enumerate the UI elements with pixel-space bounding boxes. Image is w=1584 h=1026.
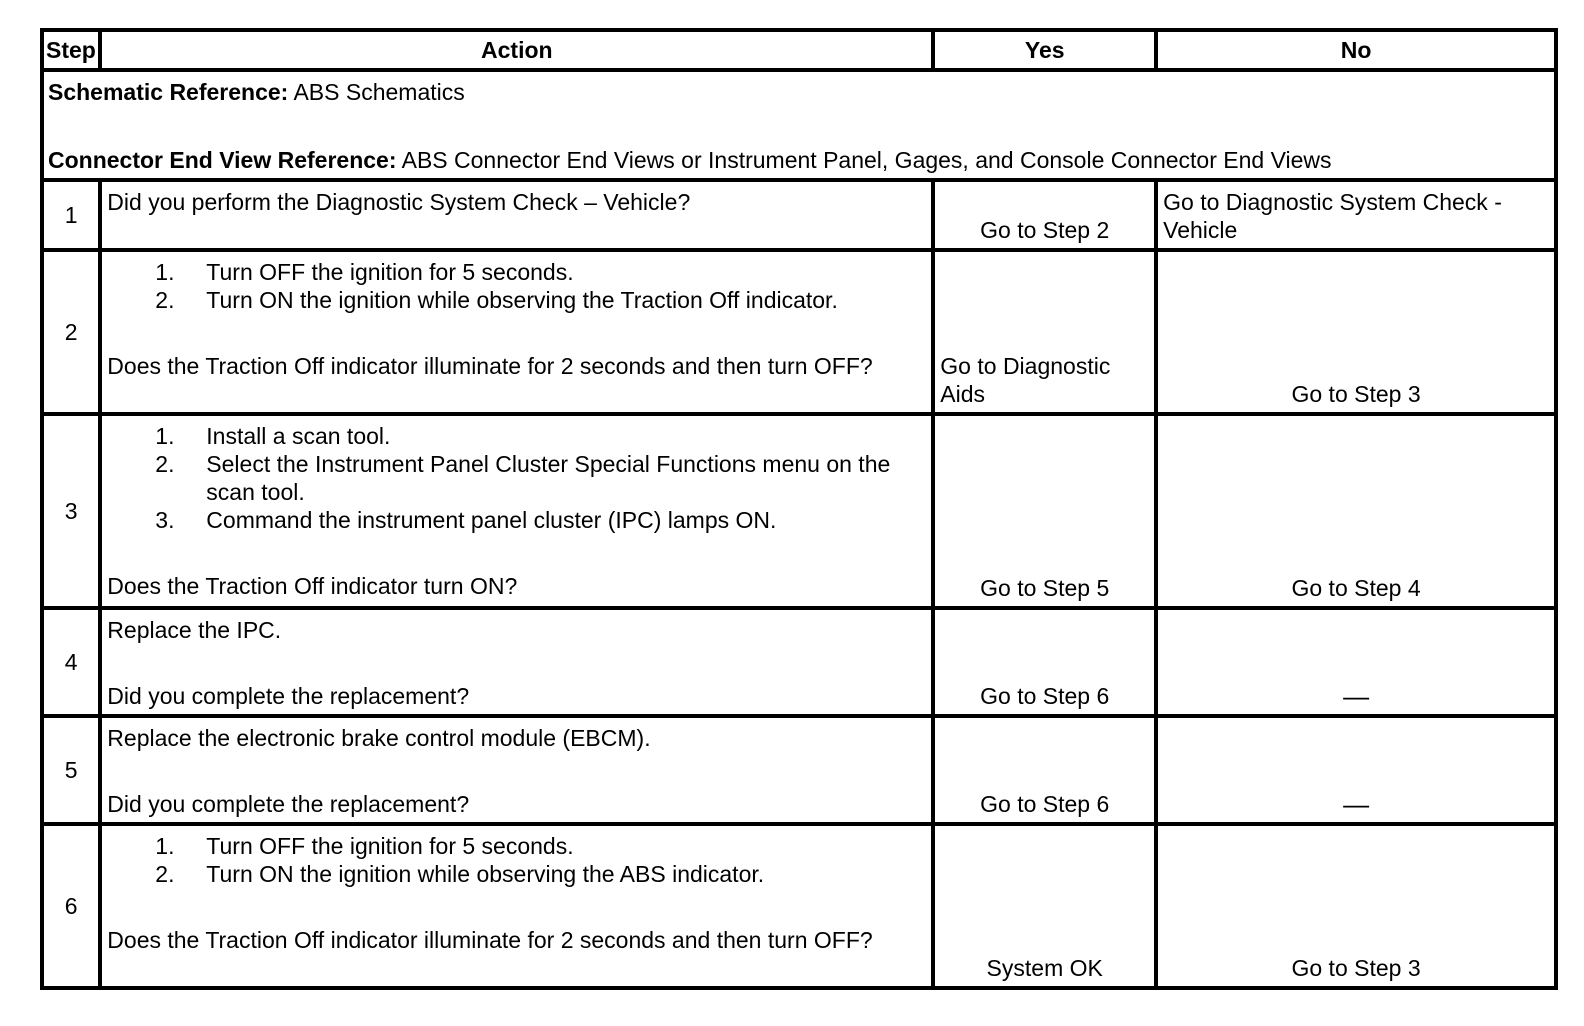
- table-row: [42, 250, 1556, 414]
- list-item-number: 2.: [155, 451, 175, 477]
- list-item-number: 3.: [155, 507, 175, 533]
- action-steps: [107, 422, 926, 534]
- list-item-number: 2.: [155, 861, 175, 887]
- action-steps: [107, 258, 926, 314]
- action-cell: [100, 608, 933, 716]
- connector-reference-value: ABS Connector End Views or Instrument Panel, Gages, and Console Connector End Views: [396, 147, 1332, 173]
- step-number: 2: [42, 250, 100, 414]
- header-action: Action: [100, 30, 933, 70]
- action-lead: Did you perform the Diagnostic System Check – Vehicle?: [107, 189, 691, 215]
- table-row: [42, 608, 1556, 716]
- table-row: [42, 824, 1556, 988]
- header-step: Step: [42, 30, 100, 70]
- action-lead: Replace the IPC.: [107, 617, 282, 643]
- step-number: 6: [42, 824, 100, 988]
- connector-reference: [48, 146, 1550, 174]
- action-cell: [100, 824, 933, 988]
- list-item-text: Turn OFF the ignition for 5 seconds.: [206, 259, 574, 285]
- schematic-reference-label: Schematic Reference:: [48, 79, 289, 105]
- action-question: Does the Traction Off indicator turn ON?: [107, 573, 518, 599]
- list-item-number: 1.: [155, 259, 175, 285]
- yes-result: Go to Step 5: [933, 414, 1156, 608]
- action-question: Does the Traction Off indicator illuminate for 2 seconds and then turn OFF?: [107, 353, 873, 379]
- list-item-text: Turn OFF the ignition for 5 seconds.: [206, 833, 574, 859]
- schematic-reference-value: ABS Schematics: [288, 79, 465, 105]
- table-row: [42, 716, 1556, 824]
- list-item-number: 2.: [155, 287, 175, 313]
- no-result: Go to Step 4: [1156, 414, 1556, 608]
- list-item: [107, 286, 926, 314]
- list-item: [107, 450, 926, 506]
- list-item: [107, 258, 926, 286]
- yes-result: Go to Step 2: [933, 180, 1156, 250]
- yes-result: System OK: [933, 824, 1156, 988]
- step-number: 4: [42, 608, 100, 716]
- list-item-text: Install a scan tool.: [206, 423, 391, 449]
- connector-reference-label: Connector End View Reference:: [48, 147, 397, 173]
- list-item: [107, 860, 926, 888]
- list-item: [107, 422, 926, 450]
- table-row: [42, 180, 1556, 250]
- table-row: [42, 414, 1556, 608]
- action-cell: [100, 180, 933, 250]
- action-cell: [100, 716, 933, 824]
- no-result: Go to Step 3: [1156, 250, 1556, 414]
- step-number: 5: [42, 716, 100, 824]
- step-number: 1: [42, 180, 100, 250]
- list-item-text: Turn ON the ignition while observing the Traction Off indicator.: [206, 287, 838, 313]
- list-item-number: 1.: [155, 833, 175, 859]
- header-row: [42, 30, 1556, 70]
- list-item-text: Command the instrument panel cluster (IPC) lamps ON.: [206, 507, 777, 533]
- action-steps: [107, 832, 926, 888]
- no-result: —: [1156, 608, 1556, 716]
- diagnostic-table: [40, 28, 1558, 990]
- action-question: Did you complete the replacement?: [107, 683, 470, 709]
- action-question: Did you complete the replacement?: [107, 791, 470, 817]
- header-no: No: [1156, 30, 1556, 70]
- schematic-reference: [48, 78, 1550, 106]
- list-item-number: 1.: [155, 423, 175, 449]
- list-item: [107, 832, 926, 860]
- reference-cell: [42, 70, 1556, 180]
- yes-result: Go to Diagnostic Aids: [933, 250, 1156, 414]
- step-number: 3: [42, 414, 100, 608]
- no-result: Go to Diagnostic System Check - Vehicle: [1156, 180, 1556, 250]
- action-cell: [100, 414, 933, 608]
- no-result: —: [1156, 716, 1556, 824]
- reference-row: [42, 70, 1556, 180]
- action-question: Does the Traction Off indicator illuminate for 2 seconds and then turn OFF?: [107, 927, 873, 953]
- yes-result: Go to Step 6: [933, 608, 1156, 716]
- action-cell: [100, 250, 933, 414]
- header-yes: Yes: [933, 30, 1156, 70]
- no-result: Go to Step 3: [1156, 824, 1556, 988]
- action-lead: Replace the electronic brake control module (EBCM).: [107, 725, 651, 751]
- list-item-text: Turn ON the ignition while observing the ABS indicator.: [206, 861, 765, 887]
- list-item: [107, 506, 926, 534]
- yes-result: Go to Step 6: [933, 716, 1156, 824]
- list-item-text: Select the Instrument Panel Cluster Special Functions menu on the scan tool.: [206, 451, 891, 505]
